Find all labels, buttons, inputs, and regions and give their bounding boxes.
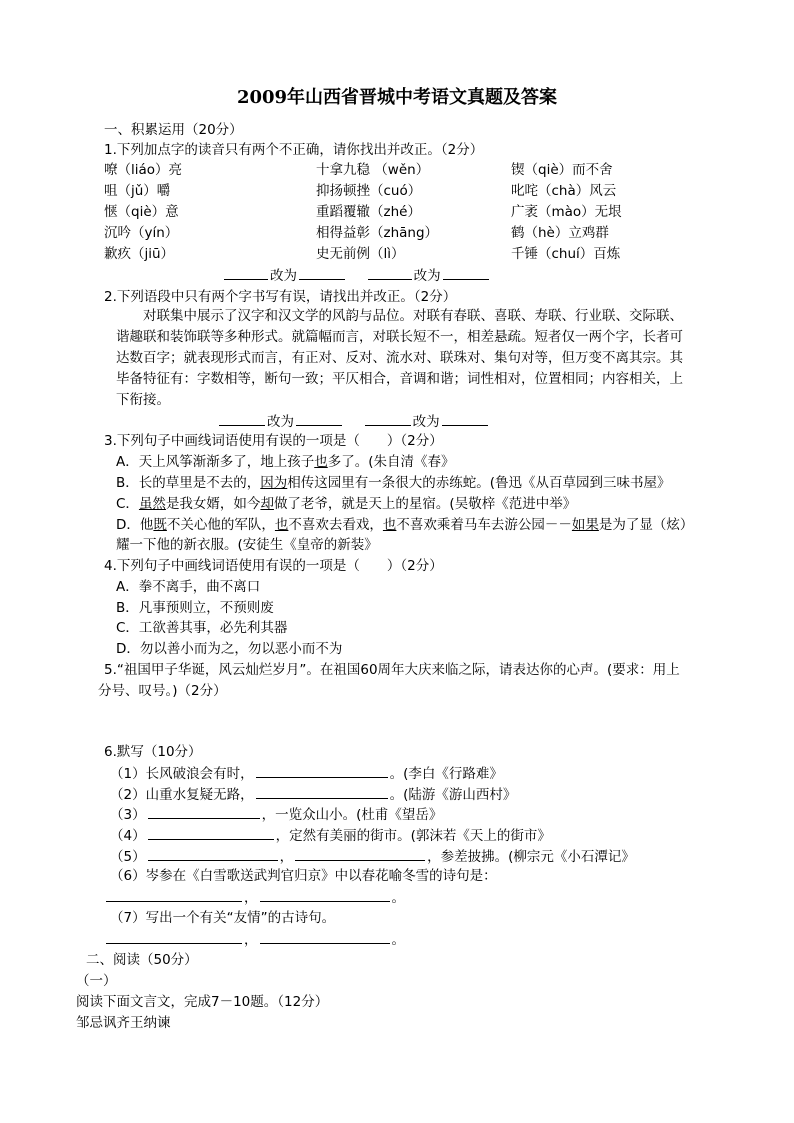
- item-text: ，: [244, 932, 258, 948]
- option-text: 相传这园里有一条很大的赤练蛇。(鲁迅《从百草园到三味书屋》: [287, 475, 671, 491]
- fill-blank[interactable]: [148, 846, 278, 861]
- q1-pinyin-grid: [104, 160, 664, 265]
- q1-item: 沉吟（yín）: [104, 225, 179, 241]
- item-text: ，一览众山小。(杜甫《望岳》: [261, 807, 443, 823]
- q6-item-2: [110, 784, 516, 805]
- fill-blank[interactable]: [256, 784, 388, 799]
- q4-option-d: D．勿以善小而为之，勿以恶小而不为: [116, 641, 343, 657]
- q2-paragraph-line: 对联集中展示了汉字和汉文学的风韵与品位。对联有春联、喜联、寿联、行业联、交际联、: [143, 308, 683, 324]
- item-text: 。: [391, 890, 405, 906]
- q2-answer-line: [217, 411, 490, 432]
- q1-item: 嘹（liáo）亮: [104, 162, 183, 178]
- underlined-word: 虽然: [138, 496, 166, 512]
- option-text: D．他: [116, 517, 154, 533]
- q1-item: 鹤（hè）立鸡群: [511, 225, 609, 241]
- q1-item: 惬（qiè）意: [104, 204, 179, 220]
- option-text: 是为了显（炫）: [598, 517, 694, 533]
- underlined-word: 也: [382, 517, 397, 533]
- q1-item: 千锤（chuí）百炼: [511, 246, 621, 262]
- q3-stem: 3.下列句子中画线词语使用有误的一项是（ ）（2分）: [104, 433, 443, 449]
- q1-item: 叱咤（chà）风云: [511, 183, 617, 199]
- fill-blank[interactable]: [148, 804, 260, 819]
- fill-blank[interactable]: [260, 887, 390, 902]
- q1-row: [104, 181, 664, 202]
- option-text: C．: [116, 496, 139, 512]
- q2-change-label: 改为: [412, 414, 440, 430]
- item-text: （5）: [110, 849, 146, 865]
- item-text: （4）: [110, 828, 146, 844]
- q6-item-5: [110, 846, 635, 867]
- q2-paragraph-line: 达数百字；就表现形式而言，有正对、反对、流水对、联珠对、集句对等，但万变不离其宗。其: [116, 350, 683, 366]
- q2-answer-blank[interactable]: [365, 411, 411, 426]
- q5-stem-continued: 分号、叹号。)（2分）: [98, 683, 227, 699]
- q1-stem: 1.下列加点字的读音只有两个不正确，请你找出并改正。（2分）: [104, 142, 484, 158]
- q1-answer-blank[interactable]: [443, 265, 489, 280]
- option-text: A．天上风筝渐渐多了，地上孩子: [116, 454, 315, 470]
- q3-option-d-continued: 耀一下他的新衣服。(安徒生《皇帝的新装》: [116, 537, 378, 553]
- reading-text-title: 邹忌讽齐王纳谏: [76, 1015, 171, 1031]
- q1-item: 相得益彰（zhāng）: [316, 225, 439, 241]
- item-text: ，参差披拂。(柳宗元《小石潭记》: [427, 849, 635, 865]
- fill-blank[interactable]: [106, 929, 242, 944]
- q4-option-c: C．工欲善其事，必先利其器: [116, 620, 288, 636]
- q1-row: [104, 223, 664, 244]
- section2-subheading: （一）: [76, 973, 117, 989]
- underlined-word: 也: [274, 517, 289, 533]
- q2-paragraph-line: 下衔接。: [116, 392, 170, 408]
- q1-item: 重蹈覆辙（zhé）: [316, 204, 421, 220]
- fill-blank[interactable]: [106, 887, 242, 902]
- option-text: 做了老爷，就是天上的星宿。(吴敬梓《范进中举》: [273, 496, 577, 512]
- q2-change-label: 改为: [267, 414, 294, 430]
- q4-option-b: B．凡事预则立，不预则废: [116, 600, 274, 616]
- q4-stem: 4.下列句子中画线词语使用有误的一项是（ ）（2分）: [104, 558, 443, 574]
- item-text: 。(陆游《游山西村》: [389, 787, 517, 803]
- q3-option-c: [116, 494, 576, 514]
- q1-item: 十拿九稳 （wěn）: [316, 162, 430, 178]
- q3-option-d: [116, 515, 693, 535]
- item-text: ，: [279, 849, 294, 865]
- q1-row: [104, 202, 664, 223]
- q1-item: 抑扬顿挫（cuó）: [316, 183, 422, 199]
- q6-item-1: [110, 763, 503, 784]
- q1-answer-blank[interactable]: [224, 265, 268, 280]
- q1-item: 广袤（mào）无垠: [511, 204, 622, 220]
- underlined-word: 既: [153, 517, 167, 533]
- underlined-word: 却: [260, 496, 274, 512]
- reading-instruction: 阅读下面文言文，完成7－10题。（12分）: [76, 994, 329, 1010]
- option-text: 不喜欢去看戏，: [288, 517, 383, 533]
- q6-item-3: [110, 804, 442, 825]
- item-text: 。(李白《行路难》: [389, 766, 503, 782]
- q2-answer-blank[interactable]: [442, 411, 488, 426]
- fill-blank[interactable]: [256, 763, 388, 778]
- q1-answer-blank[interactable]: [368, 265, 412, 280]
- q3-option-a: [116, 452, 455, 472]
- q1-row: [104, 160, 664, 181]
- underlined-word: 也: [314, 454, 328, 470]
- q1-answer-blank[interactable]: [299, 265, 345, 280]
- q1-row: [104, 244, 664, 265]
- q1-item: 锲（qiè）而不舍: [511, 162, 613, 178]
- q6-stem: 6.默写（10分）: [104, 744, 202, 760]
- fill-blank[interactable]: [148, 825, 274, 840]
- section2-heading: 二、阅读（50分）: [86, 952, 198, 968]
- q1-change-label: 改为: [413, 268, 441, 284]
- item-text: （1）长风破浪会有时，: [110, 766, 254, 782]
- q5-stem: 5.“祖国甲子华诞，风云灿烂岁月”。在祖国60周年大庆来临之际，请表达你的心声。(要求：用上: [104, 662, 680, 678]
- option-text: 是我女婿，如今: [165, 496, 261, 512]
- fill-blank[interactable]: [295, 846, 425, 861]
- q3-option-b: [116, 473, 671, 493]
- q6-item-7-answer: [104, 929, 405, 950]
- underlined-word: 如果: [571, 517, 599, 533]
- q6-item-6: （6）岑参在《白雪歌送武判官归京》中以春花喻冬雪的诗句是：: [110, 868, 497, 884]
- q1-change-label: 改为: [270, 268, 297, 284]
- q2-paragraph-line: 毕备特征有：字数相等，断句一致；平仄相合，音调和谐；词性相对，位置相同；内容相关，上: [116, 371, 683, 387]
- option-text: 多了。(朱自清《春》: [327, 454, 455, 470]
- section1-heading: 一、积累运用（20分）: [104, 122, 243, 138]
- item-text: 。: [391, 932, 405, 948]
- q1-item: 歉疚（jiū）: [104, 246, 175, 262]
- option-text: B．长的草里是不去的，: [116, 475, 261, 491]
- q1-answer-line: [222, 265, 491, 286]
- q6-item-4: [110, 825, 551, 846]
- item-text: （3）: [110, 807, 146, 823]
- q2-stem: 2.下列语段中只有两个字书写有误，请找出并改正。（2分）: [104, 289, 457, 305]
- option-text: 不喜欢乘着马车去游公园－－: [396, 517, 572, 533]
- item-text: （2）山重水复疑无路，: [110, 787, 254, 803]
- underlined-word: 因为: [260, 475, 288, 491]
- q6-item-6-answer: [104, 887, 405, 908]
- page-title: 2009年山西省晋城中考语文真题及答案: [236, 87, 558, 108]
- q4-option-a: A．拳不离手，曲不离口: [116, 579, 261, 595]
- q6-item-7: （7）写出一个有关“友情”的古诗句。: [110, 910, 336, 926]
- item-text: ，定然有美丽的街市。(郭沫若《天上的街市》: [275, 828, 551, 844]
- q2-paragraph-line: 谐趣联和装饰联等多种形式。就篇幅而言，对联长短不一，相差悬疏。短者仅一两个字，长者可: [116, 329, 683, 345]
- fill-blank[interactable]: [260, 929, 390, 944]
- q2-answer-blank[interactable]: [219, 411, 265, 426]
- q2-answer-blank[interactable]: [296, 411, 342, 426]
- q1-item: 史无前例（lì）: [316, 246, 405, 262]
- option-text: 不关心他的军队，: [166, 517, 275, 533]
- item-text: ，: [244, 890, 258, 906]
- q1-item: 咀（jǔ）嚼: [104, 183, 171, 199]
